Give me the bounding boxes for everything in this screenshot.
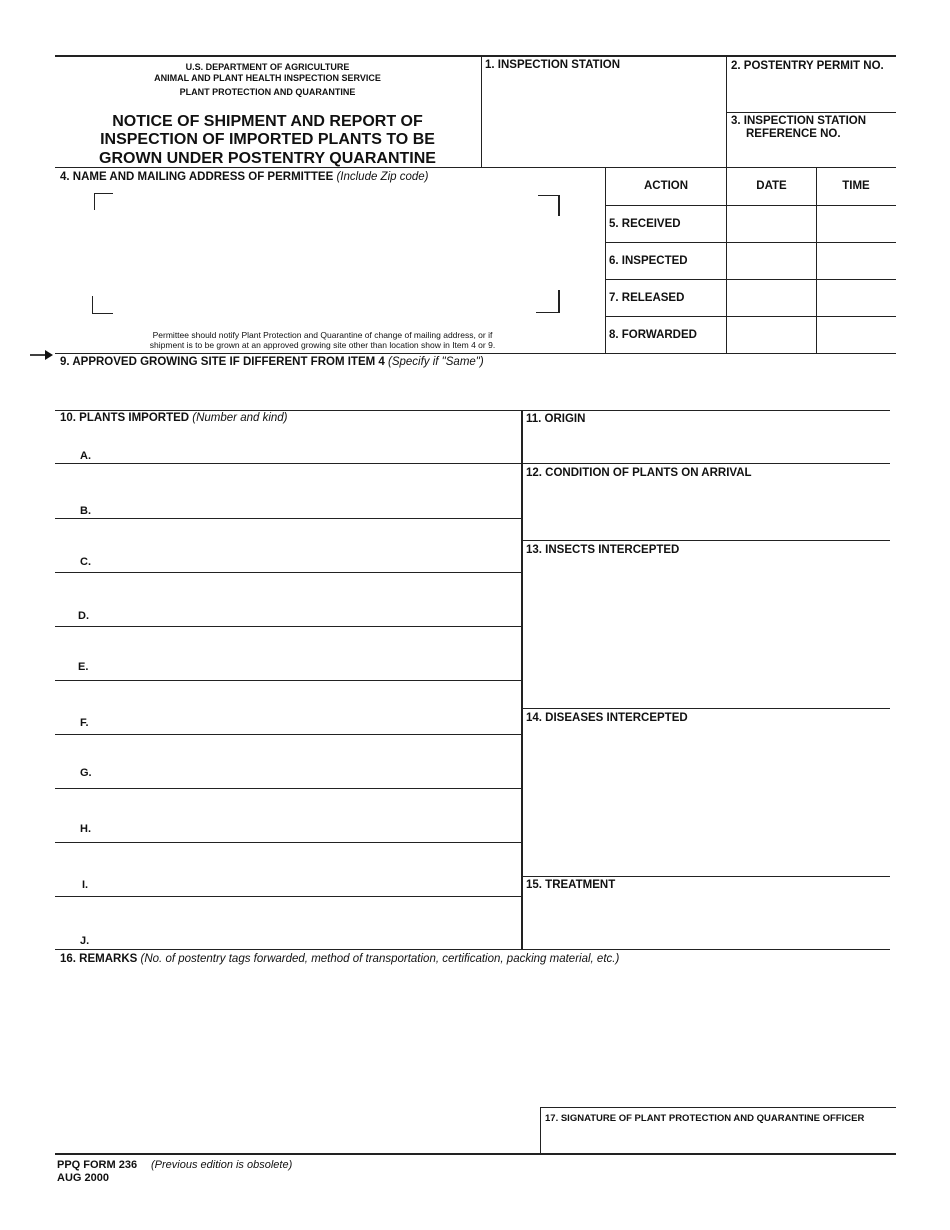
time-header: TIME: [842, 180, 870, 192]
action-forwarded-label: 8. FORWARDED: [609, 329, 697, 341]
edition-note: (Previous edition is obsolete): [151, 1159, 293, 1171]
growing-site-field[interactable]: [56, 371, 894, 408]
signature-label: 17. SIGNATURE OF PLANT PROTECTION AND QUARANTINE OFFICER: [545, 1113, 865, 1124]
condition-on-arrival-label: 12. CONDITION OF PLANTS ON ARRIVAL: [526, 467, 752, 479]
plant-letter-c: C.: [80, 556, 91, 568]
plant-line-h: [55, 842, 521, 843]
field-16-top-border: [55, 949, 890, 950]
plant-line-g: [55, 788, 521, 789]
agency-line-3: PLANT PROTECTION AND QUARANTINE: [179, 87, 356, 97]
form-title-line-1: NOTICE OF SHIPMENT AND REPORT OF: [112, 113, 423, 130]
treatment-label: 15. TREATMENT: [526, 879, 616, 891]
plant-line-d: [55, 626, 521, 627]
inspected-time-field[interactable]: [817, 243, 895, 278]
released-date-field[interactable]: [727, 280, 815, 315]
permittee-address-title: 4. NAME AND MAILING ADDRESS OF PERMITTEE: [60, 171, 334, 183]
remarks-label: [60, 953, 619, 965]
plant-letter-d: D.: [78, 610, 89, 622]
plant-g-field[interactable]: [95, 757, 519, 787]
bottom-border: [55, 1153, 896, 1155]
plant-d-field[interactable]: [95, 595, 519, 625]
plant-letter-g: G.: [80, 767, 92, 779]
field-9-top-border: [55, 353, 605, 354]
field-2-3-divider: [726, 112, 896, 113]
field-15-top-border: [521, 876, 890, 877]
diseases-intercepted-field[interactable]: [524, 727, 890, 875]
signature-left-border: [540, 1107, 541, 1153]
remarks-field[interactable]: [56, 968, 890, 1104]
field-11-top-border: [521, 410, 890, 411]
date-header: DATE: [756, 180, 787, 192]
center-divider: [521, 410, 523, 950]
forwarded-date-field[interactable]: [727, 317, 815, 352]
inspected-date-field[interactable]: [727, 243, 815, 278]
plant-f-field[interactable]: [95, 703, 519, 733]
field-13-top-border: [521, 540, 890, 541]
origin-field[interactable]: [524, 428, 890, 462]
postentry-permit-label: 2. POSTENTRY PERMIT NO.: [731, 60, 884, 72]
growing-site-hint: (Specify if "Same"): [388, 356, 484, 368]
plant-letter-b: B.: [80, 505, 91, 517]
reference-no-label-1: 3. INSPECTION STATION: [731, 115, 867, 127]
received-time-field[interactable]: [817, 206, 895, 241]
signature-field[interactable]: [542, 1126, 894, 1152]
address-change-note-2: shipment is to be grown at an approved growing site other than location show in Item 4 or 9.: [149, 340, 496, 350]
top-border: [55, 55, 896, 57]
postentry-permit-field[interactable]: [727, 75, 895, 111]
reference-no-label-2: REFERENCE NO.: [746, 128, 841, 140]
field-12-top-border: [521, 463, 890, 464]
plants-imported-title: 10. PLANTS IMPORTED: [60, 412, 190, 424]
permittee-address-field[interactable]: [95, 193, 558, 313]
plant-letter-f: F.: [80, 717, 89, 729]
plant-letter-h: H.: [80, 823, 91, 835]
action-table-bottom: [605, 353, 896, 354]
plant-letter-e: E.: [78, 661, 89, 673]
inspection-station-label: 1. INSPECTION STATION: [485, 59, 621, 71]
form-title-line-3: GROWN UNDER POSTENTRY QUARANTINE: [99, 150, 436, 167]
action-header: ACTION: [643, 180, 689, 192]
plants-imported-hint: (Number and kind): [192, 412, 288, 424]
arrow-right-icon: [30, 348, 54, 362]
signature-top-border: [540, 1107, 896, 1108]
forwarded-time-field[interactable]: [817, 317, 895, 352]
plant-letter-j: J.: [80, 935, 90, 947]
action-released-label: 7. RELEASED: [609, 292, 685, 304]
origin-label: 11. ORIGIN: [526, 413, 586, 425]
plant-i-field[interactable]: [95, 865, 519, 895]
received-date-field[interactable]: [727, 206, 815, 241]
plant-e-field[interactable]: [95, 649, 519, 679]
plant-b-field[interactable]: [95, 487, 519, 517]
action-table-left: [605, 167, 606, 354]
plant-line-a: [55, 463, 521, 464]
plant-line-f: [55, 734, 521, 735]
plants-imported-label: [60, 412, 288, 424]
agency-line-2: ANIMAL AND PLANT HEALTH INSPECTION SERVICE: [154, 73, 381, 83]
remarks-title: 16. REMARKS: [60, 953, 138, 965]
inspection-station-field[interactable]: [482, 74, 725, 166]
plant-letter-i: I.: [82, 879, 89, 891]
plant-line-c: [55, 572, 521, 573]
plant-j-field[interactable]: [95, 919, 519, 949]
plant-letter-a: A.: [80, 450, 91, 462]
remarks-hint: (No. of postentry tags forwarded, method of transportation, certification, packing material, etc.): [140, 953, 620, 965]
plant-c-field[interactable]: [95, 541, 519, 571]
field-14-top-border: [521, 708, 890, 709]
plant-line-i: [55, 896, 521, 897]
permittee-address-hint: (Include Zip code): [336, 171, 429, 183]
plant-line-e: [55, 680, 521, 681]
plant-h-field[interactable]: [95, 811, 519, 841]
plant-line-b: [55, 518, 521, 519]
growing-site-title: 9. APPROVED GROWING SITE IF DIFFERENT FROM ITEM 4: [60, 356, 385, 368]
action-received-label: 5. RECEIVED: [609, 218, 681, 230]
field-10-top-border: [55, 410, 523, 411]
plant-a-field[interactable]: [95, 432, 519, 462]
treatment-field[interactable]: [524, 894, 890, 948]
released-time-field[interactable]: [817, 280, 895, 315]
form-date: AUG 2000: [57, 1172, 109, 1184]
insects-intercepted-field[interactable]: [524, 559, 890, 707]
growing-site-label: [60, 356, 484, 368]
address-change-note-1: Permittee should notify Plant Protection and Quarantine of change of mailing address, or if: [152, 330, 493, 340]
diseases-intercepted-label: 14. DISEASES INTERCEPTED: [526, 712, 688, 724]
form-title-line-2: INSPECTION OF IMPORTED PLANTS TO BE: [100, 131, 435, 148]
permittee-address-label: [60, 171, 429, 183]
header-bottom-border: [55, 167, 896, 168]
insects-intercepted-label: 13. INSECTS INTERCEPTED: [526, 544, 680, 556]
condition-on-arrival-field[interactable]: [524, 482, 890, 539]
action-inspected-label: 6. INSPECTED: [609, 255, 688, 267]
form-id: PPQ FORM 236: [57, 1159, 138, 1171]
reference-no-field[interactable]: [727, 143, 895, 166]
agency-line-1: U.S. DEPARTMENT OF AGRICULTURE: [185, 62, 350, 72]
